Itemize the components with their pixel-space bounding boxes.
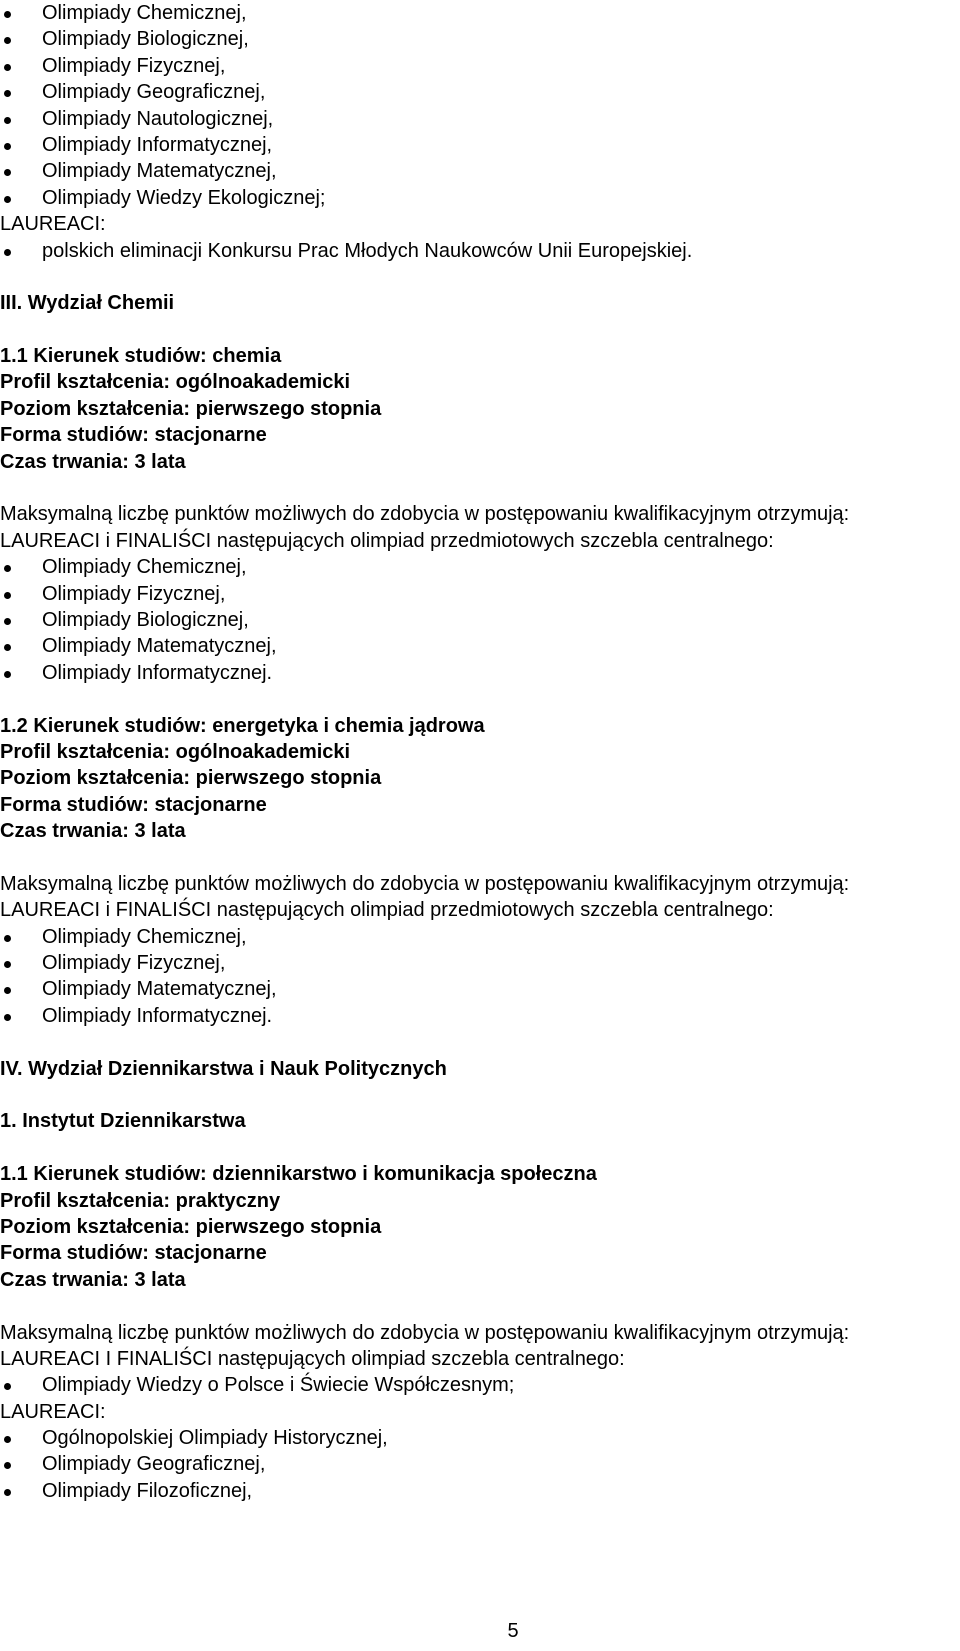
- section-chemistry: [0, 290, 960, 1029]
- group-label: LAUREACI i FINALIŚCI następujących olimpiad przedmiotowych szczebla centralnego:: [0, 899, 774, 922]
- list-item: Olimpiady Chemicznej,: [0, 554, 960, 580]
- list-item: Olimpiady Wiedzy o Polsce i Świecie Współczesnym;: [0, 1372, 960, 1398]
- points-intro: Maksymalną liczbę punktów możliwych do zdobycia w postępowaniu kwalifikacyjnym otrzymują:: [0, 503, 850, 526]
- program-duration: Czas trwania: 3 lata: [0, 1268, 186, 1291]
- list-item: Olimpiady Biologicznej,: [0, 26, 960, 52]
- top-olympiad-list: [0, 0, 960, 264]
- list-item: Olimpiady Informatycznej,: [0, 132, 960, 158]
- list-item: Olimpiady Matematycznej,: [0, 976, 960, 1002]
- program-profile: Profil kształcenia: praktyczny: [0, 1189, 281, 1212]
- list-item: Olimpiady Geograficznej,: [0, 79, 960, 105]
- group-label: LAUREACI i FINALIŚCI następujących olimpiad przedmiotowych szczebla centralnego:: [0, 529, 774, 552]
- list-item: Olimpiady Biologicznej,: [0, 607, 960, 633]
- points-intro: Maksymalną liczbę punktów możliwych do zdobycia w postępowaniu kwalifikacyjnym otrzymują:: [0, 1321, 850, 1344]
- program-form: Forma studiów: stacjonarne: [0, 793, 267, 816]
- program-form: Forma studiów: stacjonarne: [0, 424, 267, 447]
- section-journalism: [0, 1056, 960, 1505]
- program-profile: Profil kształcenia: ogólnoakademicki: [0, 740, 351, 763]
- program-title: 1.1 Kierunek studiów: dziennikarstwo i komunikacja społeczna: [0, 1163, 597, 1186]
- list-item: Olimpiady Geograficznej,: [0, 1451, 960, 1477]
- section-heading: IV. Wydział Dziennikarstwa i Nauk Politycznych: [0, 1057, 447, 1080]
- laureaci-label: LAUREACI:: [0, 1400, 106, 1423]
- list-item: Olimpiady Wiedzy Ekologicznej;: [0, 185, 960, 211]
- points-intro: Maksymalną liczbę punktów możliwych do zdobycia w postępowaniu kwalifikacyjnym otrzymują:: [0, 872, 850, 895]
- program-title: 1.1 Kierunek studiów: chemia: [0, 345, 282, 368]
- list-item: Olimpiady Informatycznej.: [0, 660, 960, 686]
- group-label: LAUREACI I FINALIŚCI następujących olimpiad szczebla centralnego:: [0, 1347, 625, 1370]
- list-item: Olimpiady Fizycznej,: [0, 53, 960, 79]
- program-level: Poziom kształcenia: pierwszego stopnia: [0, 397, 382, 420]
- list-item: Olimpiady Matematycznej,: [0, 633, 960, 659]
- program-duration: Czas trwania: 3 lata: [0, 820, 186, 843]
- institute-heading: 1. Instytut Dziennikarstwa: [0, 1110, 246, 1133]
- program-title: 1.2 Kierunek studiów: energetyka i chemia jądrowa: [0, 714, 485, 737]
- section-heading: III. Wydział Chemii: [0, 292, 175, 315]
- list-item: Olimpiady Nautologicznej,: [0, 106, 960, 132]
- list-item: Olimpiady Chemicznej,: [0, 0, 960, 26]
- laureaci-label: LAUREACI:: [0, 213, 106, 236]
- list-item: Olimpiady Fizycznej,: [0, 581, 960, 607]
- program-level: Poziom kształcenia: pierwszego stopnia: [0, 767, 382, 790]
- program-profile: Profil kształcenia: ogólnoakademicki: [0, 371, 351, 394]
- list-item: Olimpiady Filozoficznej,: [0, 1478, 960, 1504]
- program-duration: Czas trwania: 3 lata: [0, 450, 186, 473]
- list-item: Ogólnopolskiej Olimpiady Historycznej,: [0, 1425, 960, 1451]
- program-level: Poziom kształcenia: pierwszego stopnia: [0, 1215, 382, 1238]
- list-item: Olimpiady Informatycznej.: [0, 1003, 960, 1029]
- list-item: polskich eliminacji Konkursu Prac Młodych Naukowców Unii Europejskiej.: [0, 238, 960, 264]
- list-item: Olimpiady Chemicznej,: [0, 924, 960, 950]
- program-form: Forma studiów: stacjonarne: [0, 1242, 267, 1265]
- list-item: Olimpiady Matematycznej,: [0, 158, 960, 184]
- list-item: Olimpiady Fizycznej,: [0, 950, 960, 976]
- page-number: 5: [507, 1620, 519, 1642]
